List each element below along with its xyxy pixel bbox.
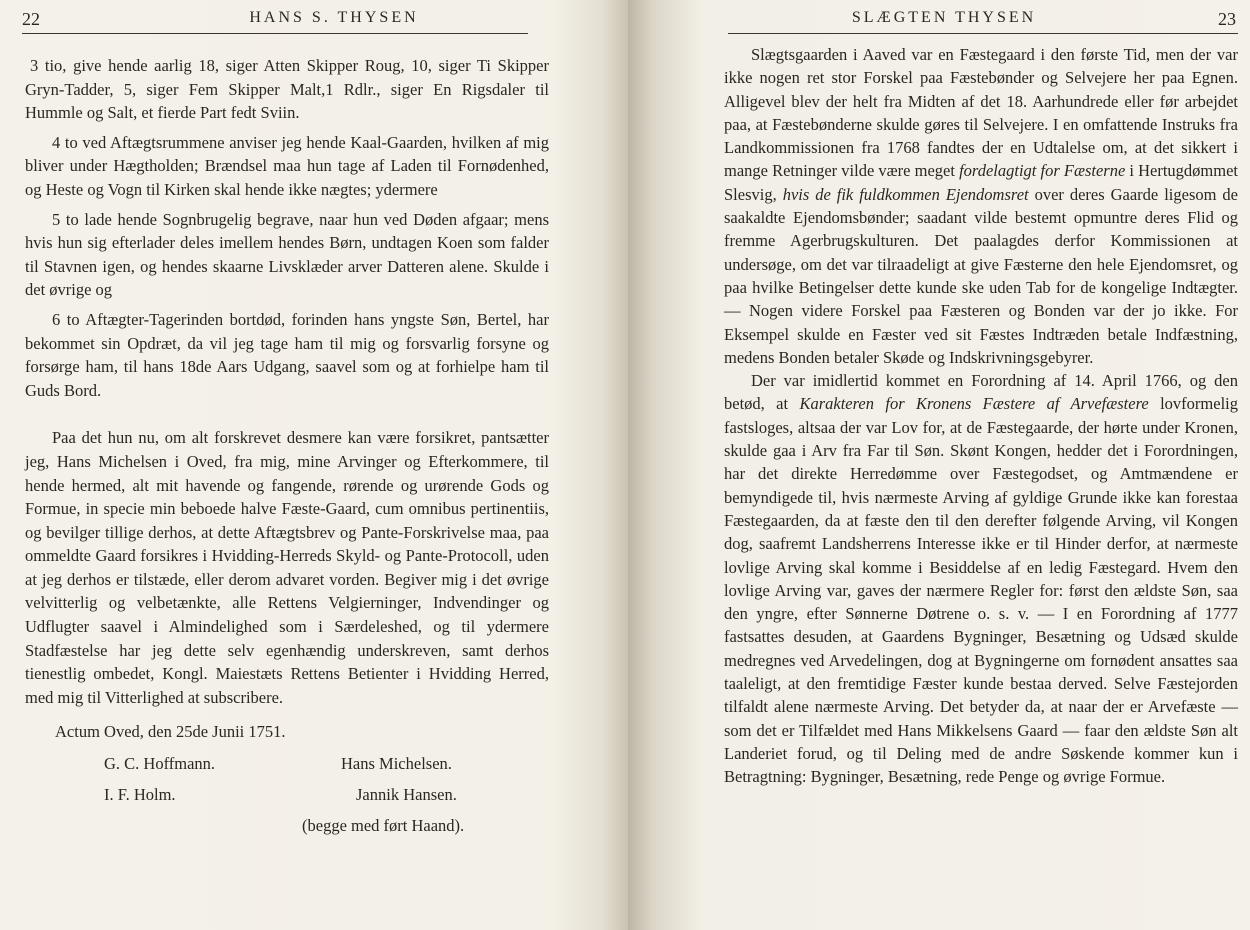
- left-page-number: 22: [22, 9, 40, 29]
- signature-principal: Hans Michelsen.: [341, 754, 452, 774]
- left-running-title: HANS S. THYSEN: [249, 9, 419, 26]
- text-run: i Hertugdømmet Slesvig,: [724, 161, 1239, 204]
- right-page: [628, 0, 1250, 930]
- paragraph-ordinance: [724, 369, 1238, 788]
- signature-row: [25, 783, 549, 814]
- text-run: over deres Gaarde ligesom de saakaldte Ejendomsbønder; saadant vilde bestemt opmuntre deres Flid og fremme Agerbrugskulturen. Det paalagdes derfor Kommissionen at undersøge, om det var tilraadeligt at give Fæsterne den hele Ejendomsret, og paa hvilke Betingelser dette kunde ske uden Tab for de kongelige Indtægter. — Nogen videre Forskel paa Fæsteren og Bonden var der jo ikke. For Eksempel skulde en Fæster ved sit Fæstes Indtræden betale Indfæstning, medens Bonden betaler Skøde og Indskrivningsgebyrer.: [724, 184, 1238, 367]
- text-run: Slægtsgaarden i Aaved var en Fæstegaard i den første Tid, men der var ikke nogen ret stor Forskel paa Fæstebønder og Selvejere her paa Egnen. Alligevel blev der helt fra Midten af det 18. Aarhundrede eller før arbejdet paa, at Fæstebønderne skulde gøres til Selvejere. I en omfattende Instruks fra Landkommissionen fra 1768 fandtes der en Udtalelse om, at det sikkert i mange Retninger vilde være meget: [724, 45, 1238, 181]
- text-run: Der var imidlertid kommet en Forordning af 14. April 1766, og den betød, at: [724, 371, 1238, 414]
- paragraph-item-6: 6 to Aftægter-Tagerinden bortdød, forinden hans yngste Søn, Bertel, har bekommet sin Opdræt, da vil jeg tage ham til mig og forsvarlig forsyne og forsørge ham, til hans 18de Aars Udgang, saavel som og at forhielpe ham til Guds Bord.: [25, 309, 549, 400]
- dateline: Actum Oved, den 25de Junii 1751.: [55, 722, 286, 742]
- signature-witness-1: G. C. Hoffmann.: [104, 754, 216, 774]
- signature-row: [25, 814, 549, 845]
- right-running-title: SLÆGTEN THYSEN: [851, 9, 1037, 26]
- signature-block: [25, 752, 549, 845]
- right-head-rule: [728, 33, 1238, 34]
- emphasis-text: hvis de fik fuldkommen Ejendomsret: [782, 184, 1029, 204]
- signature-recipient: Jannik Hansen.: [356, 785, 457, 805]
- right-body-text: [724, 43, 1238, 789]
- right-page-number: 23: [1218, 9, 1236, 29]
- emphasis-text: fordelagtigt for Fæsterne: [959, 161, 1126, 181]
- signature-note: (begge med ført Haand).: [302, 816, 465, 836]
- paragraph-item-3: 3 tio, give hende aarlig 18, siger Atten Skipper Roug, 10, siger Ti Skipper Gryn-Tadder, 5, siger Fem Skipper Malt,1 Rdlr., siger En Rigsdaler til Hummle og Salt, et fierde Part fedt Sviin.: [25, 56, 549, 123]
- left-head-rule: [22, 33, 528, 34]
- paragraph-mortgage: Paa det hun nu, om alt forskrevet desmere kan være forsikret, pantsætter jeg, Hans Michelsen i Oved, fra mig, mine Arvinger og Efterkommere, til hende hermed, alt mit havende og fangende, rørende og urørende Gods og Formue, in specie min beboede halve Fæste-Gaard, cum omnibus pertinentiis, og bevilger tillige derhos, at dette Aftægtsbrev og Pante-Forskrivelse maa, paa ommeldte Gaard forsikres i Hvidding-Herreds Skyld- og Pante-Protocoll, uden at jeg derhos er tilstæde, eller derom advaret vorden. Begiver mig i det øvrige velvitterlig og velbetænkte, alle Rettens Velgierninger, Indvendinger og Udflugter saavel i Almindelighed som i Særdeleshed, og til ydermere Stadfæstelse har jeg dette selv egenhændig underskreven, samt derhos tienestlig ombedet, Kongl. Maiestæts Rettens Betienter i Hvidding Herred, med mig til Vitterlighed at subscribere.: [25, 428, 549, 707]
- right-running-head: [628, 9, 1250, 31]
- paragraph-item-4: 4 to ved Aftægtsrummene anviser jeg hende Kaal-Gaarden, hvilken af mig bliver under Hægtholden; Brændsel maa hun tage af Laden til Fornødenhed, og Heste og Vogn til Kirken skal hende ikke nægtes; ydermere: [25, 132, 549, 199]
- signature-row: [25, 752, 549, 783]
- signature-witness-2: I. F. Holm.: [104, 785, 176, 805]
- paragraph-farm-history: [724, 43, 1238, 369]
- emphasis-text: Karakteren for Kronens Fæstere af Arvefæstere: [799, 394, 1149, 414]
- left-running-head: [0, 9, 628, 31]
- paragraph-item-5: 5 to lade hende Sognbrugelig begrave, naar hun ved Døden afgaar; mens hvis hun sig efterlader deles imellem hendes Børn, undtagen Koen som falder til Stavnen igen, og hendes skaarne Livsklæder arver Datteren alene. Skulde i det øvrige og: [25, 209, 549, 300]
- text-run: lovformelig fastsloges, altsaa der var Lov for, at de Fæstegaarde, der hørte under Kronen, skulde gaa i Arv fra Far til Søn. Skønt Kongen, hedder det i Forordningen, har det direkte Herredømme over Fæstegodset, og Amtmændene er bemyndigede til, hvis nærmeste Arving af gyldige Grunde ikke kan forestaa Fæstegaarden, da at fæste den til den derefter følgende Arving, vil Kongen dog, saafremt Landsherrens Interesse ikke er til Hinder derfor, at nærmeste lovlige Arving skal komme i Besiddelse af en ledig Fæstegard. Hvem den lovlige Arving var, gaves der nærmere Regler for: først den ældste Søn, saa den yngre, efter Sønnerne Døtrene o. s. v. — I en Forordning af 1777 fastsattes desuden, at Gaardens Bygninger, Besætning og Udsæd skulde medregnes ved Arvedelingen, dog at Bygningerne om fornødent ansattes saa taaleligt, at den fremtidige Fæster kunde bestaa derved. Selve Fæstejorden tilfaldt alene nærmeste Arving. Det betyder da, at naar der er Arvefæste — som det er Tilfældet med Hans Mikkelsens Gaard — faar den ældste Søn alt Landeriet forud, og til Deling med de andre Søskende kommer kun i Betragtning: Bygninger, Besætning, rede Penge og øvrige Formue.: [724, 394, 1238, 787]
- left-body-text: [25, 54, 549, 845]
